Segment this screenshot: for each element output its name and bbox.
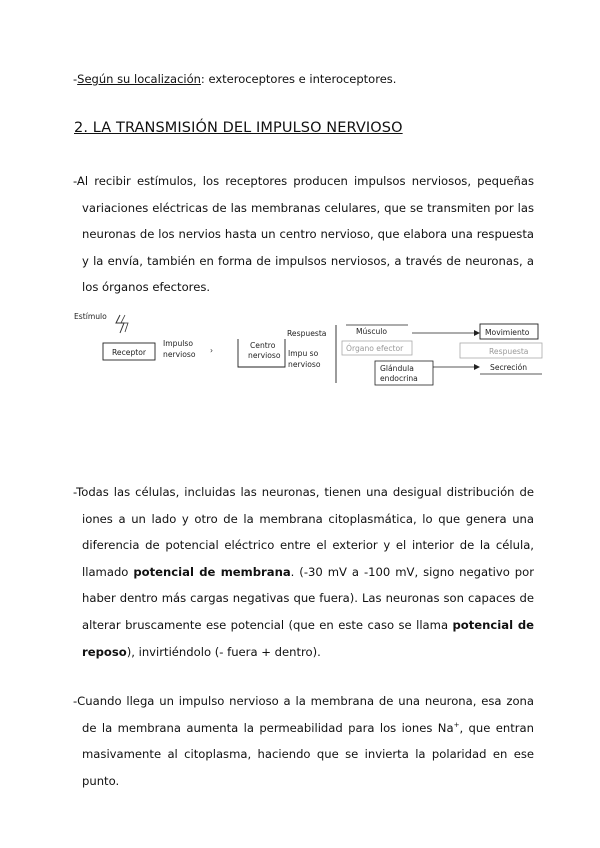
label-nervioso-1: nervioso <box>163 350 196 359</box>
label-estimulo: Estímulo <box>74 312 107 321</box>
p2-text-3: ), invirtiéndolo (- fuera + dentro). <box>126 644 321 659</box>
label-musculo: Músculo <box>356 327 388 336</box>
paragraph-membrane-potential <box>73 479 534 665</box>
nerve-impulse-diagram <box>70 305 550 405</box>
label-respuesta: Respuesta <box>287 329 327 338</box>
label-centro-2: nervioso <box>248 351 281 360</box>
label-nervioso-2: nervioso <box>288 360 321 369</box>
na-plus: + <box>453 720 460 729</box>
arrow-head-musculo <box>474 330 480 336</box>
p2-text-2: . (-30 mV a -100 mV, signo negativo por haber dentro más cargas negativas que fuera). Las neuronas son capaces de alterar bruscamente ese potencial (que en este caso se llama <box>82 564 534 632</box>
label-secrecion: Secreción <box>490 363 528 372</box>
label-centro-1: Centro <box>250 341 276 350</box>
localization-line <box>73 72 396 86</box>
label-glandula-2: endocrina <box>380 374 418 383</box>
label-impulso-1: Impulso <box>163 339 193 348</box>
label-organo: Órgano efector <box>346 344 404 353</box>
arrow-head-glandula <box>474 364 480 370</box>
dash: - <box>73 72 78 86</box>
localization-label: Según su localización <box>77 72 201 86</box>
arrow-small: › <box>210 346 214 355</box>
label-movimiento: Movimiento <box>485 328 530 337</box>
p3-text-2: , que entran masivamente al citoplasma, haciendo que se invierta la polaridad en ese punto. <box>82 720 534 788</box>
paragraph-sodium <box>73 688 534 794</box>
p3-text-1: -Cuando llega un impulso nervioso a la membrana de una neurona, esa zona de la membrana aumenta la permeabilidad para los iones Na <box>73 694 534 735</box>
p2-text-1: -Todas las células, incluidas las neuronas, tienen una desigual distribución de iones a un lado y otro de la membrana citoplasmática, lo que genera una diferencia de potencial eléctrico entre el exterior y el interior de la célula, llamado <box>73 485 534 579</box>
label-glandula-1: Glándula <box>380 364 414 373</box>
paragraph-receptors: -Al recibir estímulos, los receptores producen impulsos nerviosos, pequeñas variaciones eléctricas de las membranas celulares, que se transmiten por las neuronas de los nervios hasta un centro nervioso, que elabora una respuesta y la envía, también en forma de impulsos nerviosos, a través de neuronas, a los órganos efectores. <box>73 174 534 295</box>
term-potencial-reposo: potencial de reposo <box>82 617 534 659</box>
localization-text: : exteroceptores e interoceptores. <box>200 72 397 86</box>
label-respuesta-2: Respuesta <box>489 347 529 356</box>
label-receptor: Receptor <box>112 348 147 357</box>
section-title: 2. LA TRANSMISIÓN DEL IMPULSO NERVIOSO <box>74 120 403 136</box>
label-impulso-2: Impu so <box>288 349 319 358</box>
lightning-icon <box>116 315 124 333</box>
term-potencial-membrana: potencial de membrana <box>133 564 291 579</box>
